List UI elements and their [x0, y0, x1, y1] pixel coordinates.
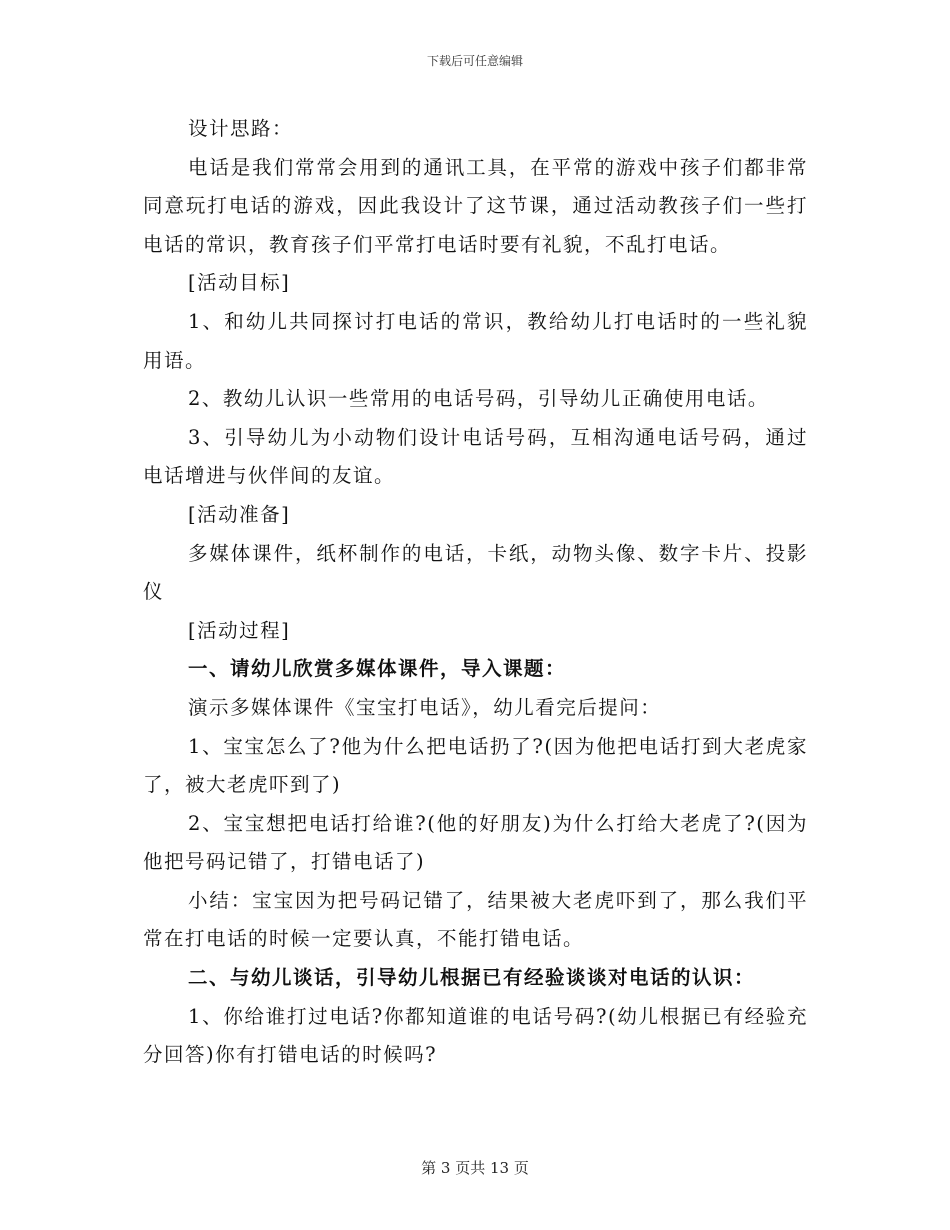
paragraph: 演示多媒体课件《宝宝打电话》，幼儿看完后提问：	[188, 695, 662, 719]
page-footer: 第 3 页共 13 页	[421, 1159, 529, 1177]
subsection-heading: 二、与幼儿谈话，引导幼儿根据已有经验谈谈对电话的认识：	[188, 966, 756, 990]
paragraph: 多媒体课件，纸杯制作的电话，卡纸，动物头像、数字卡片、投影仪	[143, 541, 808, 604]
paragraph: 1、宝宝怎么了?他为什么把电话扔了?(因为他把电话打到大老虎家了，被大老虎吓到了)	[143, 734, 808, 797]
page-header: 下载后可任意编辑	[426, 54, 523, 68]
paragraph: 2、宝宝想把电话打给谁?(他的好朋友)为什么打给大老虎了?(因为他把号码记错了，打错电话了)	[143, 811, 808, 874]
section-heading: [活动目标]	[188, 271, 291, 295]
paragraph: 电话是我们常常会用到的通讯工具，在平常的游戏中孩子们都非常同意玩打电话的游戏，因此我设计了这节课，通过活动教孩子们一些打电话的常识，教育孩子们平常打电话时要有礼貌，不乱打电话。	[143, 155, 808, 256]
section-heading: [活动过程]	[188, 618, 291, 642]
paragraph: 2、教幼儿认识一些常用的电话号码，引导幼儿正确使用电话。	[188, 387, 769, 411]
document-body	[143, 110, 808, 1075]
subsection-heading: 一、请幼儿欣赏多媒体课件，导入课题：	[188, 657, 567, 681]
paragraph: 3、引导幼儿为小动物们设计电话号码，互相沟通电话号码，通过电话增进与伙伴间的友谊。	[143, 425, 808, 488]
paragraph: 1、你给谁打过电话?你都知道谁的电话号码?(幼儿根据已有经验充分回答)你有打错电话的时候吗?	[143, 1004, 808, 1067]
section-heading: [活动准备]	[188, 502, 291, 526]
paragraph: 1、和幼儿共同探讨打电话的常识，教给幼儿打电话时的一些礼貌用语。	[143, 309, 808, 372]
paragraph: 设计思路：	[188, 117, 294, 140]
paragraph: 小结：宝宝因为把号码记错了，结果被大老虎吓到了，那么我们平常在打电话的时候一定要认真，不能打错电话。	[143, 888, 808, 951]
